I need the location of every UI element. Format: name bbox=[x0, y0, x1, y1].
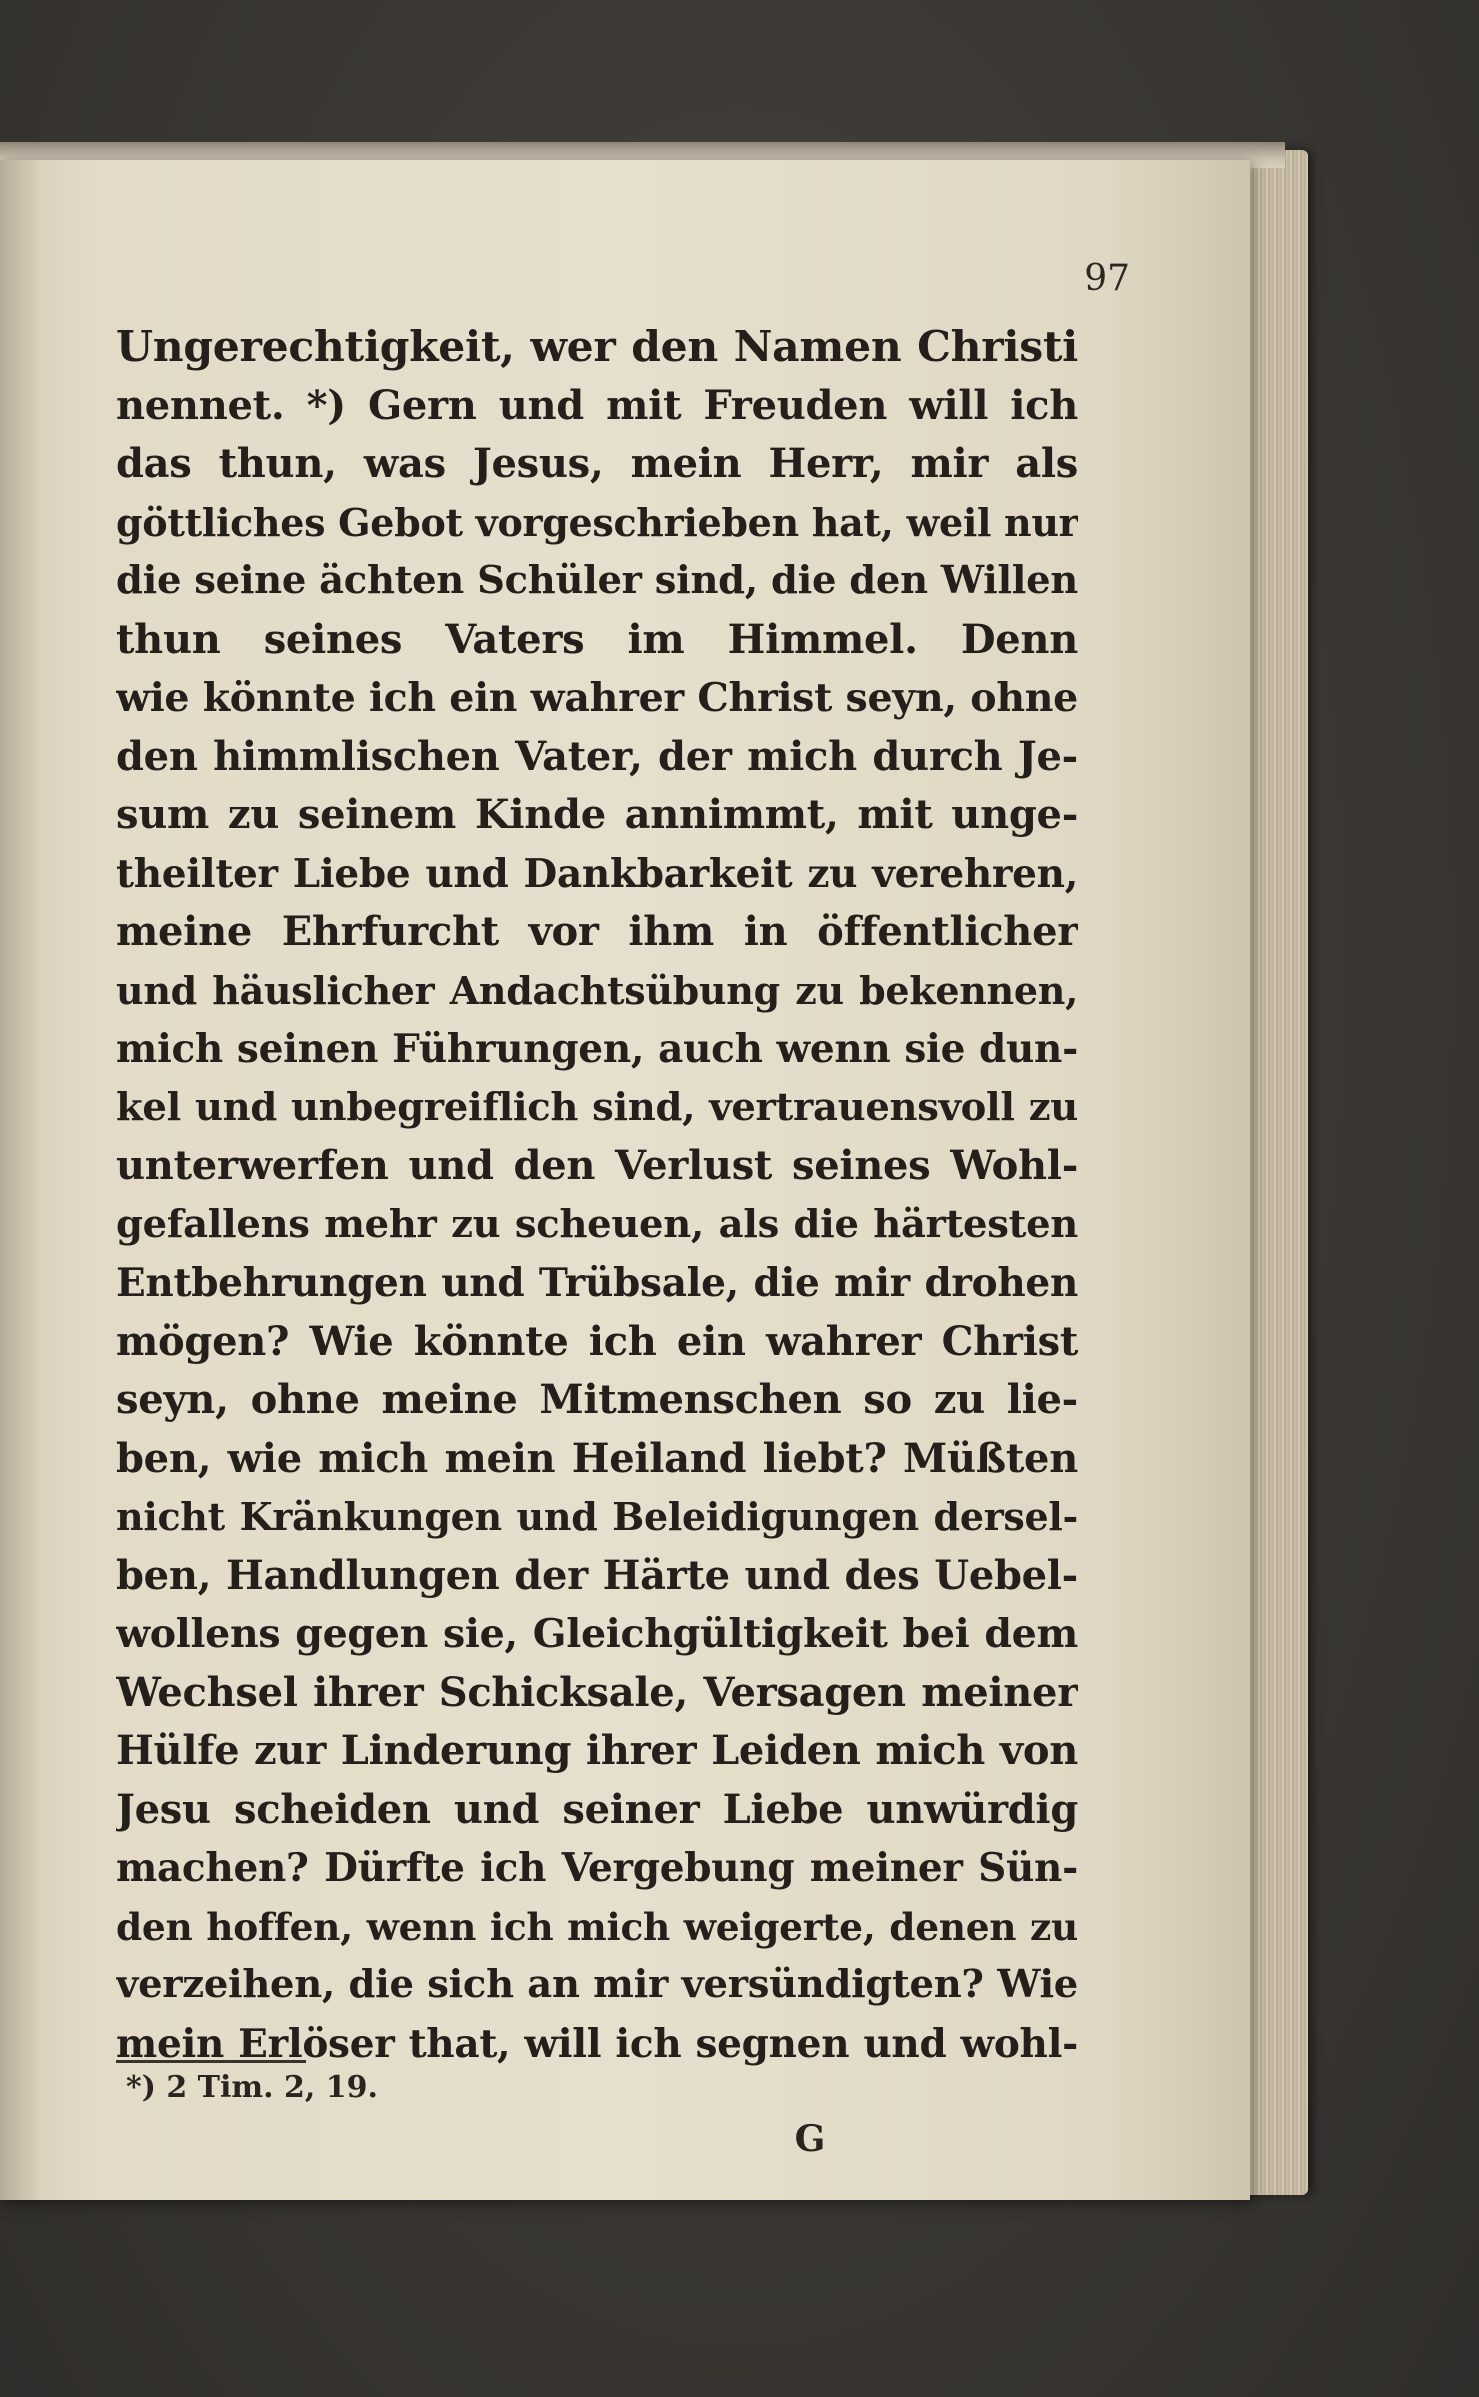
text-line: kel und unbegreiflich sind, vertrauensvoll zu bbox=[116, 1084, 1078, 1130]
text-line: thun seines Vaters im Himmel. Denn bbox=[116, 615, 1078, 663]
text-line: sum zu seinem Kinde annimmt, mit unge- bbox=[116, 791, 1078, 838]
text-line: Jesu scheiden und seiner Liebe unwürdig bbox=[116, 1785, 1078, 1833]
text-line: Wechsel ihrer Schicksale, Versagen meiner bbox=[116, 1668, 1078, 1716]
text-line: mich seinen Führungen, auch wenn sie dun- bbox=[116, 1026, 1078, 1072]
footnote: *) 2 Tim. 2, 19. bbox=[126, 2070, 378, 2105]
page-number: 97 bbox=[1084, 258, 1130, 299]
text-line: nicht Kränkungen und Beleidigungen dersel- bbox=[116, 1494, 1078, 1539]
text-line: und häuslicher Andachtsübung zu bekennen, bbox=[116, 967, 1078, 1013]
text-line: ben, Handlungen der Härte und des Uebel- bbox=[116, 1551, 1078, 1599]
text-line: Hülfe zur Linderung ihrer Leiden mich von bbox=[116, 1727, 1078, 1774]
text-line: das thun, was Jesus, mein Herr, mir als bbox=[116, 440, 1078, 487]
text-line: mögen? Wie könnte ich ein wahrer Christ bbox=[116, 1317, 1078, 1365]
signature-mark: G bbox=[794, 2118, 826, 2160]
text-line: wie könnte ich ein wahrer Christ seyn, ohne bbox=[116, 675, 1078, 721]
text-line: theilter Liebe und Dankbarkeit zu verehren, bbox=[116, 850, 1078, 897]
gutter-shadow bbox=[0, 160, 40, 2200]
footnote-divider bbox=[116, 2060, 306, 2063]
text-line: mein Erlöser that, will ich segnen und wohl- bbox=[116, 2020, 1078, 2067]
text-line: Ungerechtigkeit, wer den Namen Christi bbox=[116, 322, 1078, 372]
text-line: Entbehrungen und Trübsale, die mir drohen bbox=[116, 1260, 1078, 1306]
text-line: nennet. *) Gern und mit Freuden will ich bbox=[116, 381, 1078, 429]
text-line: die seine ächten Schüler sind, die den Willen bbox=[116, 558, 1078, 603]
text-line: meine Ehrfurcht vor ihm in öffentlicher bbox=[116, 908, 1078, 955]
text-line: wollens gegen sie, Gleichgültigkeit bei dem bbox=[116, 1611, 1078, 1657]
text-line: seyn, ohne meine Mitmenschen so zu lie- bbox=[116, 1376, 1078, 1423]
text-line: den himmlischen Vater, der mich durch Je- bbox=[116, 732, 1078, 780]
text-line: den hoffen, wenn ich mich weigerte, denen zu bbox=[116, 1904, 1078, 1949]
text-line: machen? Dürfte ich Vergebung meiner Sün- bbox=[116, 1845, 1078, 1891]
text-line: unterwerfen und den Verlust seines Wohl- bbox=[116, 1142, 1078, 1189]
text-line: göttliches Gebot vorgeschrieben hat, weil nur bbox=[116, 499, 1078, 545]
body-text bbox=[116, 318, 1078, 2073]
text-line: gefallens mehr zu scheuen, als die härtesten bbox=[116, 1201, 1078, 1247]
text-line: verzeihen, die sich an mir versündigten? Wie bbox=[116, 1962, 1078, 2007]
text-line: ben, wie mich mein Heiland liebt? Müßten bbox=[116, 1434, 1078, 1482]
